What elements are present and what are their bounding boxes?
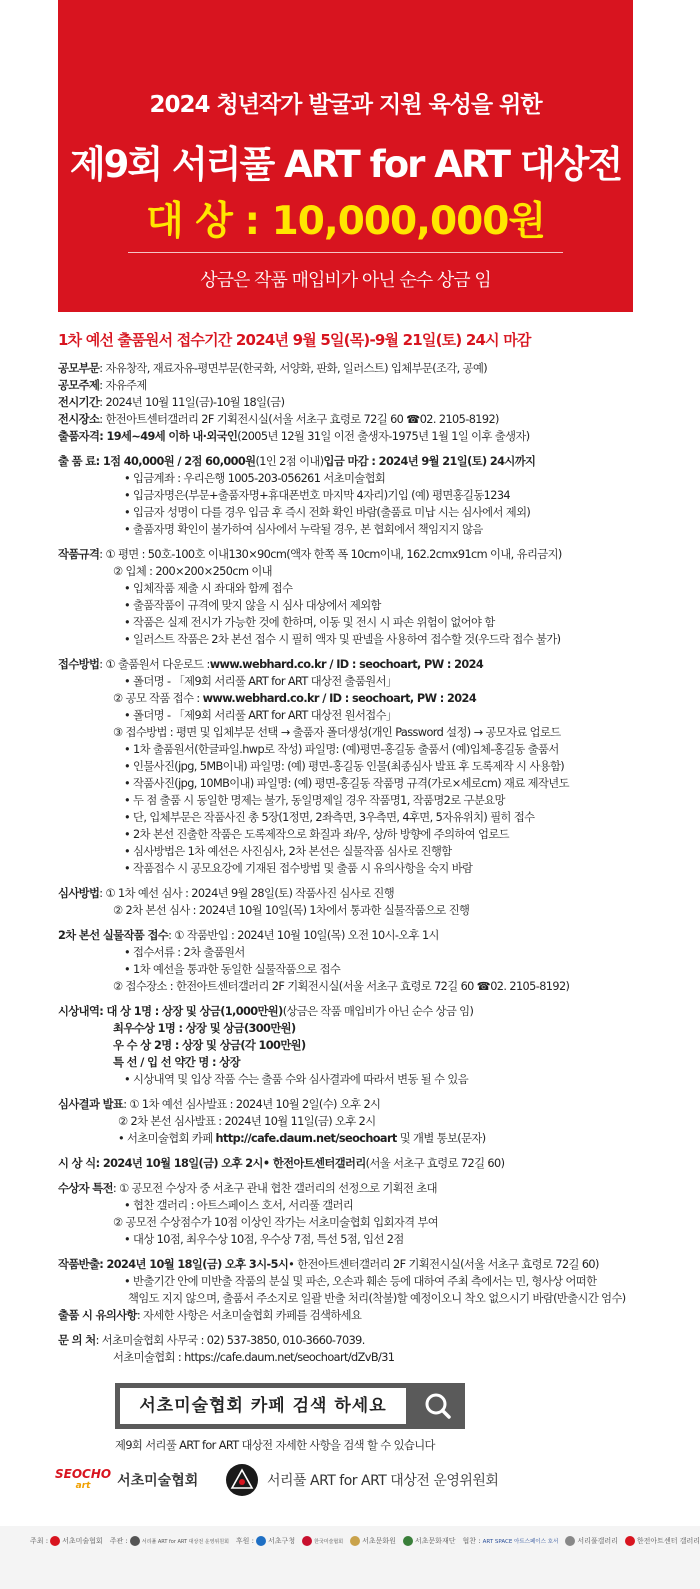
- label: 출품 시 유의사항: [58, 1309, 137, 1322]
- sponsor-name: 한국미술협회: [314, 1538, 344, 1545]
- seocho-art-logo: [55, 1468, 111, 1492]
- benefit-row: [58, 1180, 658, 1197]
- sponsor-list: [30, 1536, 700, 1546]
- sponsor-name: 서초문화원: [362, 1537, 396, 1545]
- fee-amount: : 1점 40,000원 / 2점 60,000원: [95, 455, 256, 468]
- sponsor-name: 한전아트센터 갤러리: [636, 1537, 700, 1545]
- sponsor-role: 주최 :: [30, 1537, 49, 1545]
- sponsor-item: [302, 1536, 343, 1546]
- sponsor-role: 주관 :: [109, 1537, 128, 1545]
- sponsor-name: ART SPACE 아트스페이스 호서: [482, 1539, 559, 1545]
- award-note: • 시상내역 및 입상 작품 수는 출품 수와 심사결과에 따라서 변동 될 수 있음: [124, 1073, 469, 1086]
- sponsor-logo-icon: [625, 1536, 635, 1546]
- sponsor-item: [110, 1536, 229, 1546]
- search-icon[interactable]: [411, 1383, 465, 1429]
- sponsor-name: 서초문화재단: [414, 1537, 456, 1545]
- spec-line: • 입체작품 제출 시 좌대와 함께 접수: [124, 582, 293, 595]
- sponsor-item: [565, 1536, 618, 1546]
- ceremony-row: [58, 1155, 658, 1172]
- value: : 한전아트센터갤러리 2F 기획전시실(서울 서초구 효령로 72길 60 ☎02. 2105-8192): [99, 413, 499, 426]
- judging-line: ② 2차 본선 심사 : 2024년 10월 10일(목) 1차에서 통과한 실물작품으로 진행: [113, 904, 470, 917]
- value: : 자유주제: [99, 379, 147, 392]
- info-row-category: [58, 360, 658, 377]
- spec-line: • 일러스트 작품은 2차 본선 접수 시 필히 액자 및 판넬을 사용하여 접수할 것(우드락 접수 불가): [124, 633, 561, 646]
- committee: [225, 1463, 498, 1497]
- ceremony-venue: • 한전아트센터갤러리: [262, 1157, 366, 1170]
- ceremony-address: (서울 서초구 효령로 72길 60): [365, 1157, 505, 1170]
- fee-line: • 입금자 성명이 다를 경우 입금 후 즉시 전화 확인 바람(출품료 미납 시는 심사에서 제외): [124, 506, 531, 519]
- info-row-period: [58, 394, 658, 411]
- info-row-theme: [58, 377, 658, 394]
- award-line: [58, 1037, 658, 1054]
- value: : ① 작품반입 : 2024년 10월 10일(목) 오전 10시-오후 1시: [168, 929, 439, 942]
- value: : ① 공모전 수상자 중 서초구 관내 협찬 갤러리의 선정으로 기획전 초대: [112, 1182, 437, 1195]
- sponsor-item: [30, 1536, 103, 1546]
- value-bold: : 19세~49세 이하 내·외국인: [99, 430, 238, 443]
- cafe-link[interactable]: http://cafe.daum.net/seochoart: [215, 1132, 397, 1145]
- sponsor-logo-icon: [350, 1536, 360, 1546]
- spec-line: • 출품작품이 규격에 맞지 않을 시 심사 대상에서 제외함: [124, 599, 381, 612]
- sponsor-logo-icon: [565, 1536, 575, 1546]
- label: 접수방법: [58, 658, 100, 671]
- benefit-line: • 대상 10점, 최우수상 10점, 우수상 7점, 특선 5점, 입선 2점: [124, 1233, 404, 1246]
- text: • 폴더명 - 「제9회 서리풀 ART for ART 대상전 출품원서」: [124, 675, 397, 688]
- sponsor-logo-icon: [256, 1536, 266, 1546]
- award-text: 최우수상 1명 : 상장 및 상금(300만원): [113, 1022, 296, 1035]
- contact-line: 서초미술협회 : https://cafe.daum.net/seochoart/dZvB/31: [113, 1351, 395, 1364]
- sponsor-logo-icon: [302, 1536, 312, 1546]
- value: : ① 평면 : 50호-100호 이내130×90cm(액자 한쪽 폭 10cm이내, 162.2cmx91cm 이내, 유리금지): [99, 548, 562, 561]
- banner-subtitle: 2024 청년작가 발굴과 지원 육성을 위한: [149, 92, 542, 118]
- benefit-line: ② 공모전 수상점수가 10점 이상인 작가는 서초미술협회 입회자격 부여: [113, 1216, 439, 1229]
- text: 및 개별 통보(문자): [396, 1132, 486, 1145]
- label: 수상자 특전: [58, 1182, 113, 1195]
- logo-text: SEOCHO: [55, 1467, 112, 1481]
- value: : ① 1차 예선 심사 : 2024년 9월 28일(토) 작품사진 심사로 진행: [99, 887, 395, 900]
- label: 작품반출: [58, 1258, 100, 1271]
- association-name: 서초미술협회: [117, 1473, 199, 1489]
- fee-line: • 입금자명은(부문+출품자명+휴대폰번호 마지막 4자리)기입 (예) 평면홍길동1234: [124, 489, 510, 502]
- grand-prize-note: (상금은 작품 매입비가 아닌 순수 상금 임): [282, 1005, 474, 1018]
- search-caption: 제9회 서리풀 ART for ART 대상전 자세한 사항을 검색 할 수 있습니다: [115, 1439, 435, 1452]
- benefit-line: • 협찬 갤러리 : 아트스페이스 호서, 서리풀 갤러리: [124, 1199, 354, 1212]
- text: ② 공모 작품 접수 :: [113, 692, 203, 705]
- sponsor-name: 서리풀갤러리: [577, 1537, 618, 1545]
- award-text: 우 수 상 2명 : 상장 및 상금(각 100만원): [113, 1039, 306, 1052]
- method-line: [58, 673, 658, 690]
- return-venue: • 한전아트센터갤러리 2F 기획전시실(서울 서초구 효령로 72길 60): [288, 1258, 599, 1271]
- return-date: : 2024년 10월 18일(금) 오후 3시-5시: [99, 1258, 289, 1271]
- banner-note: 상금은 작품 매입비가 아닌 순수 상금 임: [200, 270, 491, 291]
- value: : 서초미술협회 사무국 : 02) 537-3850, 010-3660-7039.: [95, 1334, 365, 1347]
- spec-line: ② 입체 : 200×200×250cm 이내: [113, 565, 272, 578]
- banner-title: 제9회 서리풀 ART for ART 대상전: [69, 143, 622, 186]
- value: : ① 출품원서 다운로드 :: [99, 658, 210, 671]
- method-line: [58, 707, 658, 724]
- award-text: 특 선 / 입 선 약간 명 : 상장: [113, 1056, 240, 1069]
- value: : 2024년 10월 11일(금)-10월 18일(금): [99, 396, 285, 409]
- sponsor-item: [236, 1536, 295, 1546]
- text: • 폴더명 - 「제9회 서리풀 ART for ART 대상전 원서접수」: [124, 709, 397, 722]
- award-line: [58, 1054, 658, 1071]
- fee-line: • 출품자명 확인이 불가하여 심사에서 누락될 경우, 본 협회에서 책임지지 않음: [124, 523, 483, 536]
- webhard-info: www.webhard.co.kr / ID : seochoart, PW : 2024: [202, 692, 477, 705]
- method-line: • 두 점 출품 시 동일한 명제는 불가, 동일명제일 경우 작품명1, 작품명2로 구분요망: [124, 794, 505, 807]
- label: 작품규격: [58, 548, 100, 561]
- cafe-search-box[interactable]: [115, 1383, 465, 1429]
- sponsor-item: [462, 1536, 558, 1546]
- method-line: • 작품사진(jpg, 10MB이내) 파일명: (예) 평면-홍길동 작품명 규격(가로×세로cm) 재료 제작년도: [124, 777, 569, 790]
- label: 전시기간: [58, 396, 100, 409]
- sponsor-logo-icon: [50, 1536, 60, 1546]
- method-line: • 심사방법은 1차 예선은 사진심사, 2차 본선은 실물작품 심사로 진행함: [124, 845, 452, 858]
- search-button[interactable]: [411, 1383, 465, 1429]
- sponsor-footer: [0, 1526, 700, 1589]
- label: 심사방법: [58, 887, 100, 900]
- method-line: • 작품접수 시 공모요강에 기재된 접수방법 및 출품 시 유의사항을 숙지 바람: [124, 862, 473, 875]
- return-line: • 반출기간 안에 미반출 작품의 분실 및 파손, 오손과 훼손 등에 대하여 주최 측에서는 민, 형사상 어떠한: [124, 1275, 597, 1288]
- info-section: [58, 360, 658, 1366]
- awards-row: [58, 1003, 658, 1020]
- caution-row: [58, 1307, 658, 1324]
- spec-line: • 작품은 실제 전시가 가능한 것에 한하며, 이동 및 전시 시 파손 위험이 없어야 함: [124, 616, 495, 629]
- label: 심사결과 발표: [58, 1098, 124, 1111]
- spec-row: [58, 546, 658, 563]
- value: : 자세한 사항은 서초미술협회 카페를 검색하세요: [136, 1309, 362, 1322]
- sponsor-logo-icon: [130, 1536, 140, 1546]
- second-line: • 접수서류 : 2차 출품원서: [124, 946, 245, 959]
- sponsor-role: 협찬 :: [462, 1537, 481, 1545]
- fee-line: • 입금계좌 : 우리은행 1005-203-056261 서초미술협회: [124, 472, 386, 485]
- result-line: ② 2차 본선 심사발표 : 2024년 10월 11일(금) 오후 2시: [118, 1115, 376, 1128]
- committee-name: 서리풀 ART for ART 대상전 운영위원회: [267, 1473, 499, 1489]
- second-line: ② 접수장소 : 한전아트센터갤러리 2F 기획전시실(서울 서초구 효령로 72길 60 ☎02. 2105-8192): [113, 980, 570, 993]
- info-row-venue: [58, 411, 658, 428]
- seocho-art-association: [55, 1468, 198, 1492]
- return-row: [58, 1256, 658, 1273]
- judging-row: [58, 885, 658, 902]
- award-line: [58, 1020, 658, 1037]
- text: • 서초미술협회 카페: [118, 1132, 216, 1145]
- method-line: [58, 724, 658, 741]
- art-for-art-logo-icon: [225, 1463, 259, 1497]
- ceremony-date: : 2024년 10월 18일(금) 오후 2시: [95, 1157, 263, 1170]
- sponsor-name: 서초미술협회: [62, 1537, 103, 1545]
- sponsor-item: [625, 1536, 700, 1546]
- method-row: [58, 656, 658, 673]
- info-row-eligibility: [58, 428, 658, 445]
- title-banner: [58, 0, 633, 312]
- label: 공모부문: [58, 362, 100, 375]
- logo-text: art: [75, 1481, 91, 1491]
- method-line: • 2차 본선 진출한 작품은 도록제작으로 화질과 좌/우, 상/하 방향에 주의하여 업로드: [124, 828, 509, 841]
- grand-prize: : 대 상 1명 : 상장 및 상금(1,000만원): [99, 1005, 283, 1018]
- second-line: • 1차 예선을 통과한 동일한 실물작품으로 접수: [124, 963, 341, 976]
- return-line: 책임도 지지 않으며, 출품서 주소지로 일괄 반출 처리(착불)할 예정이오니 착오 없으시기 바람(반출시간 엄수): [128, 1292, 626, 1305]
- contact-row: [58, 1332, 658, 1349]
- label: 공모주제: [58, 379, 100, 392]
- value: : ① 1차 예선 심사발표 : 2024년 10월 2일(수) 오후 2시: [123, 1098, 381, 1111]
- label: 출품자격: [58, 430, 100, 443]
- webhard-info: www.webhard.co.kr / ID : seochoart, PW : 2024: [209, 658, 484, 671]
- banner-divider: [128, 252, 563, 253]
- result-row: [58, 1096, 658, 1113]
- label: 시상내역: [58, 1005, 100, 1018]
- organizer-logos: [55, 1463, 615, 1503]
- method-line: • 1차 출품원서(한글파일.hwp로 작성) 파일명: (예)평면-홍길동 출품서 (예)입체-홍길동 출품서: [124, 743, 559, 756]
- method-line: • 단, 입체부문은 작품사진 총 5장(1정면, 2좌측면, 3우측면, 4후면, 5자유위치) 필히 접수: [124, 811, 535, 824]
- label: 문 의 처: [58, 1334, 96, 1347]
- sponsor-name: 서리풀 ART for ART 대상전 운영위원회: [141, 1538, 229, 1545]
- sponsor-role: 후원 :: [235, 1537, 255, 1545]
- value: : 자유창작, 재료자유-평면부문(한국화, 서양화, 판화, 일러스트) 입체부문(조각, 공예): [99, 362, 488, 375]
- submission-period: 1차 예선 출품원서 접수기간 2024년 9월 5일(목)-9월 21일(토) 24시 마감: [58, 331, 531, 349]
- cafe-search-text[interactable]: 서초미술협회 카페 검색 하세요: [120, 1388, 406, 1424]
- label: 2차 본선 실물작품 접수: [58, 929, 169, 942]
- sponsor-item: [403, 1536, 456, 1546]
- fee-deadline: 입금 마감 : 2024년 9월 21일(토) 24시까지: [323, 455, 536, 468]
- method-line: • 인물사진(jpg, 5MB이내) 파일명: (예) 평면-홍길동 인물(최종심사 발표 후 도록제작 시 사용함): [124, 760, 565, 773]
- result-line: [58, 1130, 658, 1147]
- second-round-row: [58, 927, 658, 944]
- value: (2005년 12월 31일 이전 출생자-1975년 1월 1일 이후 출생자): [237, 430, 530, 443]
- fee-row: [58, 453, 658, 470]
- text: ③ 접수방법 : 평면 및 입체부문 선택 → 출품자 폴더생성(개인 Password 설정) → 공모자료 업로드: [113, 726, 561, 739]
- label: 출 품 료: [58, 455, 96, 468]
- sponsor-name: 서초구청: [268, 1537, 296, 1545]
- method-line: [58, 690, 658, 707]
- label: 시 상 식: [58, 1157, 96, 1170]
- sponsor-item: [350, 1536, 396, 1546]
- banner-prize: 대 상 : 10,000,000원: [145, 199, 546, 244]
- sponsor-logo-icon: [403, 1536, 413, 1546]
- fee-limit: (1인 2점 이내): [255, 455, 324, 468]
- label: 전시장소: [58, 413, 100, 426]
